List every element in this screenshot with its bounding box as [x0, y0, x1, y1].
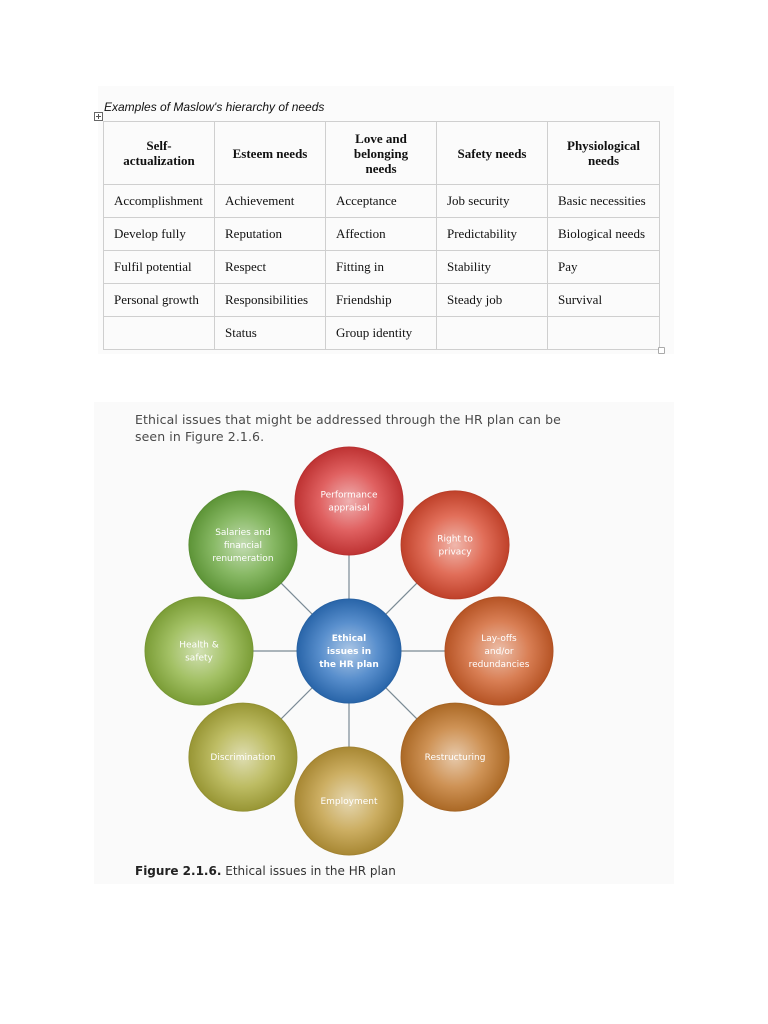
node-performance-appraisal [295, 447, 403, 555]
column-header-esteem: Esteem needs [215, 122, 326, 185]
column-header-safety: Safety needs [437, 122, 548, 185]
table-cell: Group identity [326, 317, 437, 350]
node-right-to-privacy-label: Right to privacy [437, 534, 473, 558]
table-cell: Survival [548, 284, 660, 317]
table-cell: Steady job [437, 284, 548, 317]
table-cell: Fulfil potential [104, 251, 215, 284]
column-header-love-belonging: Love and belonging needs [326, 122, 437, 185]
column-header-physiological: Physiological needs [548, 122, 660, 185]
table-cell: Reputation [215, 218, 326, 251]
center-node [297, 599, 401, 703]
table-cell: Status [215, 317, 326, 350]
table-cell: Personal growth [104, 284, 215, 317]
figure-caption-number: Figure 2.1.6. [135, 864, 222, 878]
node-health-safety-label: Health & safety [179, 640, 219, 664]
table-cell: Develop fully [104, 218, 215, 251]
table-cell: Basic necessities [548, 185, 660, 218]
node-right-to-privacy-circle [401, 491, 509, 599]
table-cell: Responsibilities [215, 284, 326, 317]
table-cell: Accomplishment [104, 185, 215, 218]
figure-intro-text: Ethical issues that might be addressed through the HR plan can be seen in Figure 2.1.6. [135, 412, 561, 444]
node-salaries-and-financial-renumeration [189, 491, 297, 599]
table-caption: Examples of Maslow's hierarchy of needs [104, 100, 325, 114]
table-cell: Stability [437, 251, 548, 284]
node-lay-offs-and-or-redundancies-label: Lay-offs and/or redundancies [468, 634, 530, 670]
node-performance-appraisal-circle [295, 447, 403, 555]
node-salaries-and-financial-renumeration-label: Salaries and financial renumeration [212, 527, 274, 564]
table-cell: Affection [326, 218, 437, 251]
table-cell: Acceptance [326, 185, 437, 218]
column-header-self-actualization: Self- actualization [104, 122, 215, 185]
node-discrimination-label: Discrimination [210, 753, 276, 764]
table-cell: Friendship [326, 284, 437, 317]
node-employment-label: Employment [320, 797, 378, 807]
node-discrimination [189, 703, 297, 811]
figure-caption [135, 864, 396, 878]
node-performance-appraisal-label: Performance appraisal [320, 490, 378, 514]
node-health-safety-circle [145, 597, 253, 705]
table-cell: Predictability [437, 218, 548, 251]
node-employment [295, 747, 403, 855]
table-cell: Respect [215, 251, 326, 284]
node-restructuring [401, 703, 509, 811]
table-cell: Achievement [215, 185, 326, 218]
table-cell: Pay [548, 251, 660, 284]
node-restructuring-label: Restructuring [424, 753, 486, 764]
table-cell: Job security [437, 185, 548, 218]
node-right-to-privacy [401, 491, 509, 599]
table-cell: Fitting in [326, 251, 437, 284]
node-lay-offs-and-or-redundancies [445, 597, 553, 705]
figure-caption-text: Ethical issues in the HR plan [225, 864, 396, 878]
center-node-label: Ethical issues in the HR plan [319, 634, 379, 670]
node-health-safety [145, 597, 253, 705]
table-cell: Biological needs [548, 218, 660, 251]
